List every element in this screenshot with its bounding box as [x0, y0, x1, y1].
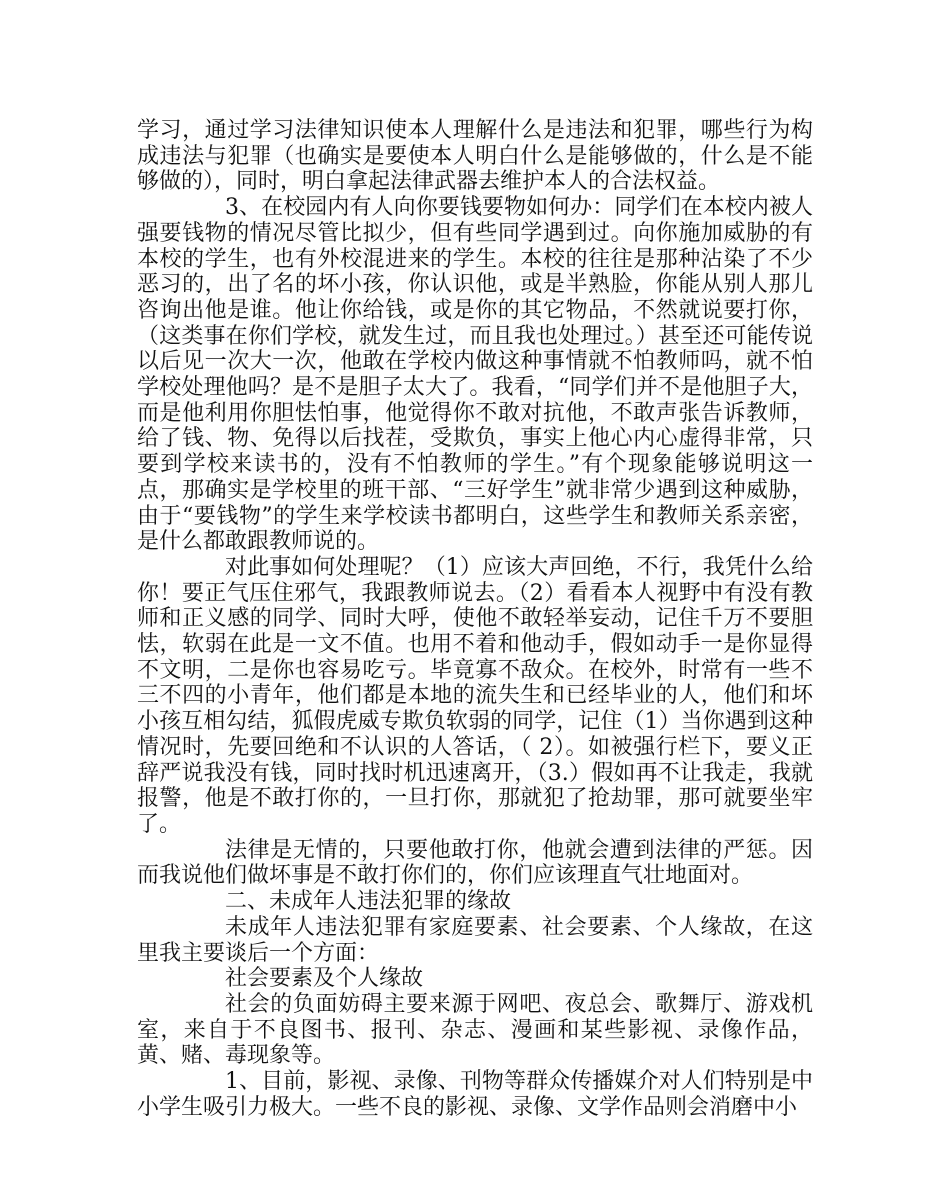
paragraph-6: 未成年人违法犯罪有家庭要素、社会要素、个人缘故，在这里我主要谈后一个方面： [137, 914, 813, 966]
sub-heading: 社会要素及个人缘故 [225, 966, 424, 992]
document-page [137, 118, 813, 1120]
section-heading: 二、未成年人违法犯罪的缘故 [225, 889, 512, 915]
paragraph-4: 法律是无情的，只要他敢打你，他就会遭到法律的严惩。因而我说他们做坏事是不敢打你们的，你们应该理直气壮地面对。 [137, 837, 813, 889]
paragraph-3: 对此事如何处理呢？（1）应该大声回绝，不行，我凭什么给你！要正气压住邪气，我跟教师说去。（2）看看本人视野中有没有教师和正义感的同学、同时大呼，使他不敢轻举妄动，记住千万不要胆怯，软弱在此是一文不值。也用不着和他动手，假如动手一是你显得不文明，二是你也容易吃亏。毕竟寡不敌众。在校外，时常有一些不三不四的小青年，他们都是本地的流失生和已经毕业的人，他们和坏小孩互相勾结，狐假虎威专欺负软弱的同学，记住（1）当你遇到这种情况时，先要回绝和不认识的人答话，（ 2）。如被强行栏下，要义正辞严说我没有钱，同时找时机迅速离开，（3.）假如再不让我走，我就报警，他是不敢打你的，一旦打你，那就犯了抢劫罪，那可就要坐牢了。 [137, 554, 813, 837]
paragraph-9: 1、目前，影视、录像、刊物等群众传播媒介对人们特别是中小学生吸引力极大。一些不良的影视、录像、文学作品则会消磨中小 [137, 1069, 813, 1120]
paragraph-1: 学习，通过学习法律知识使本人理解什么是违法和犯罪，哪些行为构成违法与犯罪（也确实是要使本人明白什么是能够做的，什么是不能够做的），同时，明白拿起法律武器去维护本人的合法权益。 [137, 118, 813, 195]
paragraph-2: 3、在校园内有人向你要钱要物如何办：同学们在本校内被人强要钱物的情况尽管比拟少，但有些同学遇到过。向你施加威胁的有本校的学生，也有外校混进来的学生。本校的往往是那种沾染了不少恶习的，出了名的坏小孩，你认识他，或是半熟脸，你能从别人那儿咨询出他是谁。他让你给钱，或是你的其它物品，不然就说要打你，（这类事在你们学校，就发生过，而且我也处理过。）甚至还可能传说以后见一次大一次，他敢在学校内做这种事情就不怕教师吗，就不怕学校处理他吗？是不是胆子太大了。我看，“同学们并不是他胆子大，而是他利用你胆怯怕事，他觉得你不敢对抗他，不敢声张告诉教师，给了钱、物、免得以后找茬，受欺负，事实上他心内心虚得非常，只要到学校来读书的，没有不怕教师的学生。”有个现象能够说明这一点，那确实是学校里的班干部、“三好学生”就非常少遇到这种威胁，由于“要钱物”的学生来学校读书都明白，这些学生和教师关系亲密，是什么都敢跟教师说的。 [137, 195, 813, 555]
paragraph-8: 社会的负面妨碍主要来源于网吧、夜总会、歌舞厅、游戏机室，来自于不良图书、报刊、杂志、漫画和某些影视、录像作品，黄、赌、毒现象等。 [137, 991, 813, 1069]
